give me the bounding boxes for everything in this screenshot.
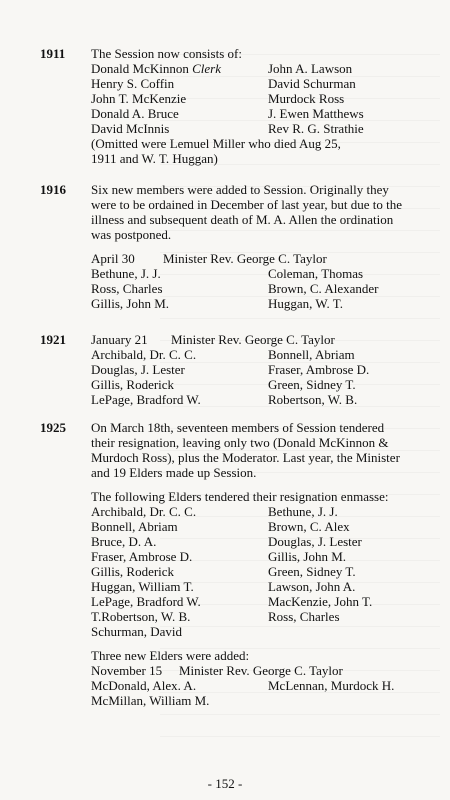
member-name: J. Ewen Matthews — [268, 106, 364, 121]
meeting-line — [91, 251, 431, 266]
member-name: Bethune, J. J. — [268, 504, 338, 519]
year-heading: 1925 — [40, 420, 66, 435]
meeting-minister: Minister Rev. George C. Taylor — [163, 251, 327, 266]
entry-text-line: and 19 Elders made up Session. — [91, 465, 257, 480]
member-name: Gillis, Roderick — [91, 564, 175, 579]
member-name: Fraser, Ambrose D. — [91, 549, 193, 564]
member-row — [91, 347, 431, 362]
member-row — [91, 281, 431, 296]
member-name: Henry S. Coffin — [91, 76, 175, 91]
member-name: Bonnell, Abriam — [91, 519, 178, 534]
member-name: Douglas, J. Lester — [91, 362, 185, 377]
member-row — [91, 296, 431, 311]
entry-body — [91, 182, 431, 311]
meeting-minister: Minister Rev. George C. Taylor — [171, 332, 335, 347]
member-name: Donald A. Bruce — [91, 106, 179, 121]
member-name: Lawson, John A. — [268, 579, 356, 594]
member-name: LePage, Bradford W. — [91, 392, 201, 407]
member-name: Archibald, Dr. C. C. — [91, 347, 197, 362]
member-row — [91, 564, 431, 579]
member-row — [91, 121, 431, 136]
page-number: - 152 - — [207, 776, 243, 791]
meeting-date: November 15 — [91, 663, 163, 678]
member-name: David Schurman — [268, 76, 356, 91]
member-row — [91, 76, 431, 91]
year-heading: 1916 — [40, 182, 66, 197]
member-name: Green, Sidney T. — [268, 377, 356, 392]
entry-body — [91, 420, 431, 708]
year-heading: 1921 — [40, 332, 66, 347]
member-row — [91, 392, 431, 407]
entry-note: (Omitted were Lemuel Miller who died Aug 25, — [91, 136, 341, 151]
clerk-label: Clerk — [192, 61, 221, 76]
member-name: Murdock Ross — [268, 91, 345, 106]
member-name: Brown, C. Alex — [268, 519, 350, 534]
member-row — [91, 693, 431, 708]
member-name: McLennan, Murdock H. — [268, 678, 395, 693]
member-name: Bethune, J. J. — [91, 266, 161, 281]
meeting-date: April 30 — [91, 251, 135, 266]
entry-text-line: illness and subsequent death of M. A. Allen the ordination — [91, 212, 394, 227]
member-name: McMillan, William M. — [91, 693, 210, 708]
member-name: Robertson, W. B. — [268, 392, 358, 407]
member-row — [91, 624, 431, 639]
meeting-minister: Minister Rev. George C. Taylor — [179, 663, 343, 678]
member-row — [91, 579, 431, 594]
member-row — [91, 534, 431, 549]
member-row — [91, 377, 431, 392]
member-name: Gillis, Roderick — [91, 377, 175, 392]
meeting-date: January 21 — [91, 332, 148, 347]
member-name: LePage, Bradford W. — [91, 594, 201, 609]
member-row — [91, 678, 431, 693]
entry-text-line: were to be ordained in December of last year, but due to the — [91, 197, 402, 212]
entry-body — [91, 332, 431, 407]
member-name: Donald McKinnon — [91, 61, 193, 76]
member-row — [91, 594, 431, 609]
entry-text-line: Murdoch Ross), plus the Moderator. Last year, the Minister — [91, 450, 400, 465]
entry-text-line: On March 18th, seventeen members of Session tendered — [91, 420, 385, 435]
member-name: T.Robertson, W. B. — [91, 609, 191, 624]
member-row — [91, 519, 431, 534]
member-name: MacKenzie, John T. — [268, 594, 373, 609]
member-name: Gillis, John M. — [268, 549, 347, 564]
member-row — [91, 362, 431, 377]
member-name: John T. McKenzie — [91, 91, 187, 106]
member-name: Douglas, J. Lester — [268, 534, 362, 549]
member-name: Huggan, William T. — [91, 579, 194, 594]
meeting-line — [91, 332, 431, 347]
entry-intro: The Session now consists of: — [91, 46, 242, 61]
member-row — [91, 91, 431, 106]
member-name: Coleman, Thomas — [268, 266, 364, 281]
member-name: Ross, Charles — [268, 609, 340, 624]
member-name: Green, Sidney T. — [268, 564, 356, 579]
member-name: Huggan, W. T. — [268, 296, 343, 311]
year-heading: 1911 — [40, 46, 66, 61]
member-name: Brown, C. Alexander — [268, 281, 379, 296]
meeting-line — [91, 663, 431, 678]
member-name: David McInnis — [91, 121, 170, 136]
resignation-intro: The following Elders tendered their resignation enmasse: — [91, 489, 389, 504]
member-name: Fraser, Ambrose D. — [268, 362, 370, 377]
member-name: Bonnell, Abriam — [268, 347, 355, 362]
member-name: McDonald, Alex. A. — [91, 678, 197, 693]
entry-text-line: their resignation, leaving only two (Donald McKinnon & — [91, 435, 389, 450]
entry-note: 1911 and W. T. Huggan) — [91, 151, 218, 166]
member-row — [91, 504, 431, 519]
entry-text-line: was postponed. — [91, 227, 172, 242]
member-name: Ross, Charles — [91, 281, 163, 296]
member-row — [91, 549, 431, 564]
member-row — [91, 266, 431, 281]
member-name: John A. Lawson — [268, 61, 353, 76]
member-row — [91, 609, 431, 624]
member-name: Rev R. G. Strathie — [268, 121, 364, 136]
member-name: Schurman, David — [91, 624, 182, 639]
entry-text-line: Six new members were added to Session. Originally they — [91, 182, 389, 197]
entry-body — [91, 46, 431, 166]
member-name: Gillis, John M. — [91, 296, 170, 311]
member-name: Archibald, Dr. C. C. — [91, 504, 197, 519]
added-intro: Three new Elders were added: — [91, 648, 250, 663]
member-name: Bruce, D. A. — [91, 534, 157, 549]
member-row — [91, 106, 431, 121]
member-row — [91, 61, 431, 76]
